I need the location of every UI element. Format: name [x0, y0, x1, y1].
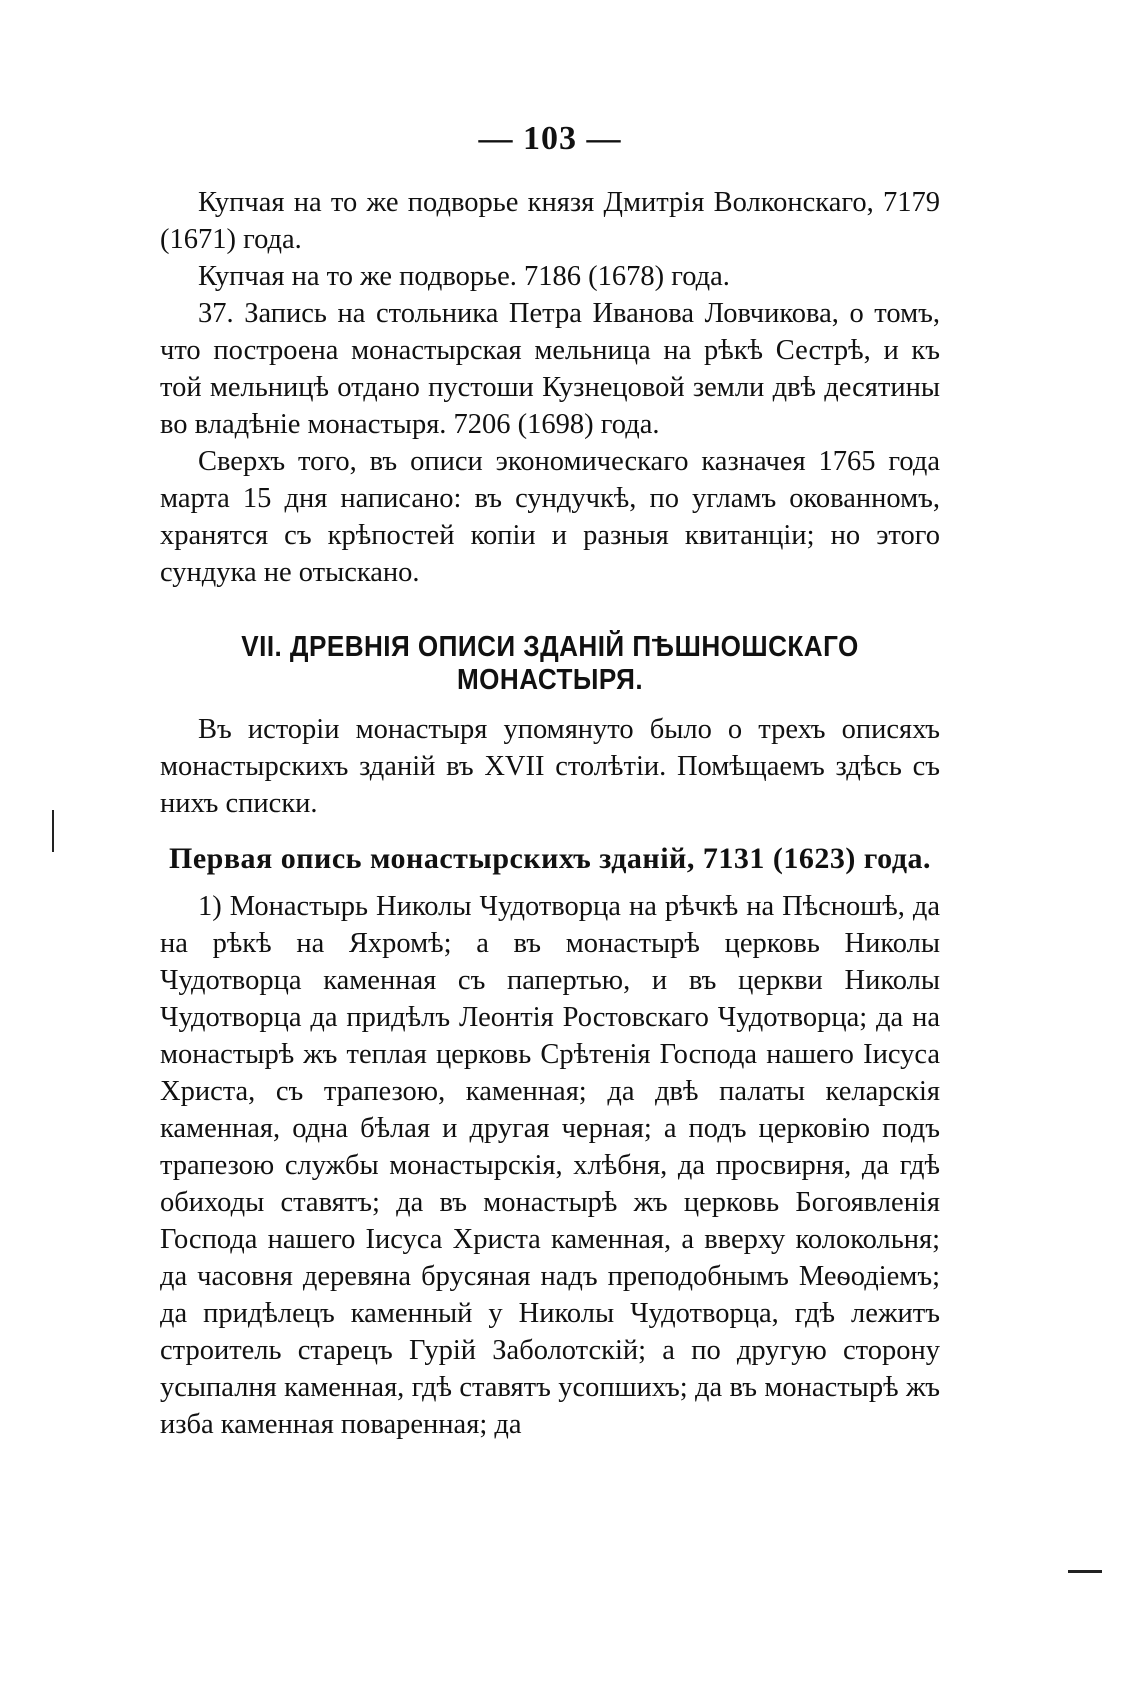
subtitle: Первая опись монастырскихъ зданій, 7131 (1623) года. [169, 842, 931, 875]
right-margin-mark [1068, 1570, 1102, 1573]
paragraph-treasurer-inventory: Сверхъ того, въ описи экономическаго казначея 1765 года марта 15 дня написано: въ сундучкѣ, по угламъ окованномъ, хранятся съ крѣпостей копіи и разныя квитанціи; но этого сундука не отыскано. [160, 446, 940, 588]
section-title: VII. ДРЕВНІЯ ОПИСИ ЗДАНІЙ ПѢШНОШСКАГО МОНАСТЫРЯ. [241, 631, 859, 696]
section-intro: Въ исторіи монастыря упомянуто было о трехъ описяхъ монастырскихъ зданій въ XVII столѣтіи. Помѣщаемъ здѣсь съ нихъ списки. [160, 714, 940, 819]
inventory-item-1: 1) Монастырь Николы Чудотворца на рѣчкѣ на Пѣсношѣ, да на рѣкѣ на Яхромѣ; а въ монастырѣ церковь Николы Чудотворца каменная съ папертью, и въ церкви Николы Чудотворца да придѣлъ Леонтія Ростовскаго Чудотворца; да на монастырѣ жъ теплая церковь Срѣтенія Господа нашего Іисуса Христа, съ трапезою, каменная; да двѣ палаты келарскія каменная, одна бѣлая и другая черная; а подъ церковію подъ трапезою службы монастырскія, хлѣбня, да просвирня, да гдѣ обиходы ставятъ; да въ монастырѣ жъ церковь Богоявленія Господа нашего Іисуса Христа каменная, а вверху колокольня; да часовня деревяна брусяная надъ преподобнымъ Меѳодіемъ; да придѣлецъ каменный у Николы Чудотворца, гдѣ лежитъ строитель старецъ Гурій Заболотскій; а по другую сторону усыпалня каменная, гдѣ ставятъ усопшихъ; да въ монастырѣ жъ изба каменная поваренная; да [160, 891, 940, 1440]
page-number: — 103 — [478, 120, 622, 157]
paragraph-deed-1678: Купчая на то же подворье. 7186 (1678) года. [198, 261, 730, 292]
paragraph-deed-1671: Купчая на то же подворье князя Дмитрія Волконскаго, 7179 (1671) года. [160, 187, 940, 255]
paragraph-record-37: 37. Запись на стольника Петра Иванова Ловчикова, о томъ, что построена монастырская мельница на рѣкѣ Сестрѣ, и къ той мельницѣ отдано пустоши Кузнецовой земли двѣ десятины во владѣніе монастыря. 7206 (1698) года. [160, 298, 940, 440]
document-page [160, 120, 940, 1443]
left-margin-mark [52, 810, 54, 852]
